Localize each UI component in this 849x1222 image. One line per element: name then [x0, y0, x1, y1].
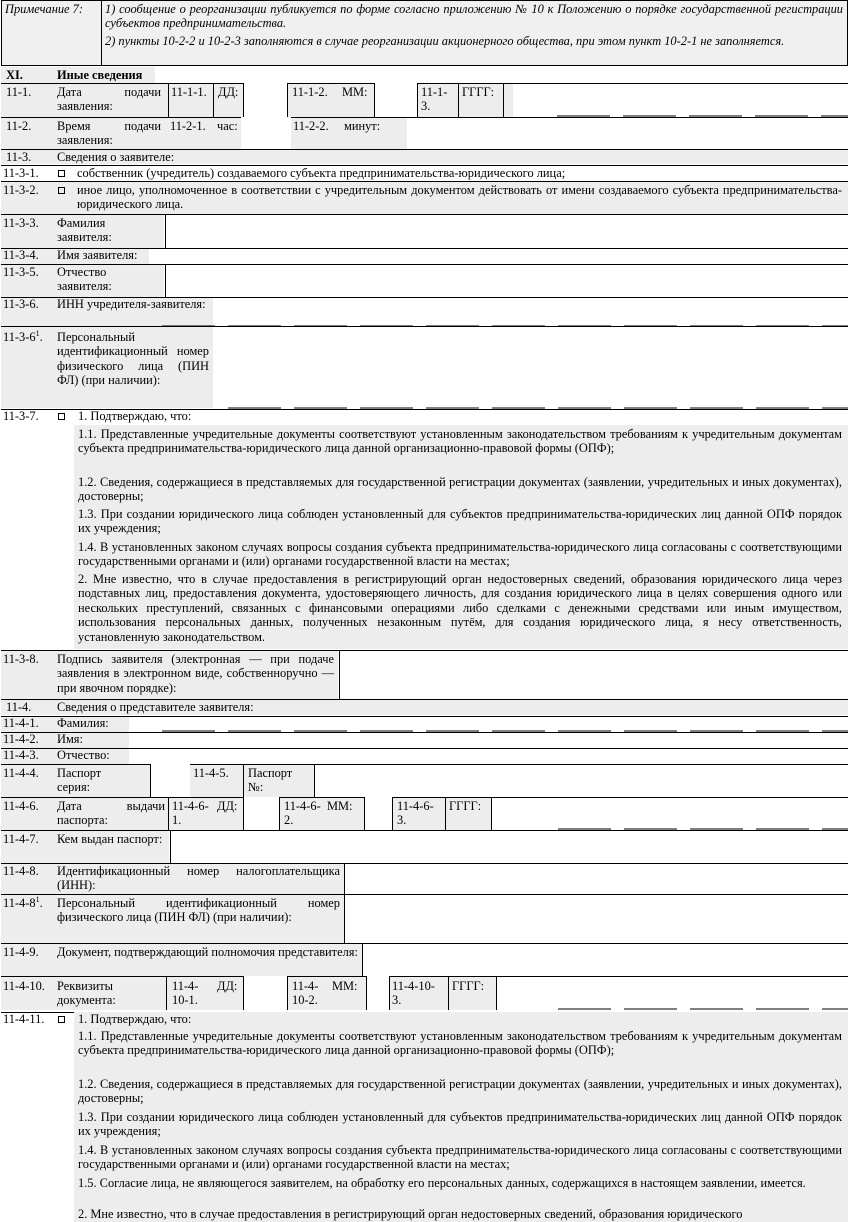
mm-label: ММ:	[342, 85, 368, 99]
row-11-4-9-num: 11-4-9.	[3, 945, 39, 959]
row-11-3-6-num: 11-3-6.	[3, 297, 39, 311]
row-11-4-2-num: 11-4-2.	[3, 732, 39, 746]
row-11-4-11-num: 11-4-11.	[3, 1012, 45, 1026]
confirm-2: 2. Мне известно, что в случае предоставления в регистрирующий орган недостоверных сведений, образования юридического лица через подставных лиц, предоставления документа, удостоверяющего личность, для создания юридического лица в целях совершения одного или нескольких преступлений, связанных с финансовыми операциями либо сделками с денежными средствами или иным имуществом, использования персональных данных, полученных незаконным путём, для создания юридического лица, я несу ответственность, установленную законодательством.	[78, 572, 842, 644]
row-11-3-6-label: ИНН учредителя-заявителя:	[57, 297, 206, 311]
row-11-4-4-num: 11-4-4.	[3, 766, 39, 780]
row-11-3-3-num: 11-3-3.	[3, 216, 39, 230]
row-11-3-6-1-label: Персональный идентификационный номер физического лица (ПИН ФЛ) (при наличии):	[57, 330, 209, 388]
row-11-4-10-num: 11-4-10.	[3, 979, 45, 993]
row-11-4-10-label: Реквизиты документа:	[57, 979, 116, 1008]
row-11-3-2-text: иное лицо, уполномоченное в соответствии с учредительным документом действовать от имени создаваемого субъекта предпринимательства-юридического лица.	[77, 183, 842, 212]
row-11-3-6-1-num: $11-3-6^1$.	[3, 328, 43, 344]
row-11-3-8-label: Подпись заявителя (электронная — при подаче заявления в электронном виде, собственноручно — при явочном порядке):	[57, 652, 334, 695]
row-11-4-3-num: 11-4-3.	[3, 748, 39, 762]
row-11-4-5-num: 11-4-5.	[193, 766, 229, 780]
row-11-4-7-label: Кем выдан паспорт:	[57, 832, 163, 846]
field-11-4-10-3: 11-4-10-3.	[392, 979, 435, 1008]
confirm2-1-2: 1.2. Сведения, содержащиеся в представляемых для государственной регистрации документах (заявлении, учредительных и иных документах), достоверны;	[78, 1077, 842, 1106]
row-11-4-8-1-label: Персональный идентификационный номер физического лица (ПИН ФЛ) (при наличии):	[57, 896, 340, 925]
field-11-1-1[interactable]: 11-1-1.	[168, 83, 214, 117]
confirm-1-2: 1.2. Сведения, содержащиеся в представляемых для государственной регистрации документах (заявлении, учредительных и иных документах), достоверны;	[78, 475, 842, 504]
field-11-4-10-1: 11-4-10-1.	[172, 979, 199, 1008]
row-11-4-3-label: Отчество:	[57, 748, 110, 762]
field-11-2-2: 11-2-2.	[293, 119, 329, 133]
row-11-3-2-num: 11-3-2.	[3, 183, 39, 197]
confirm2-2: 2. Мне известно, что в случае предоставления в регистрирующий орган недостоверных сведений, образования юридического	[78, 1207, 743, 1221]
row-11-3-1-num: 11-3-1.	[3, 166, 39, 180]
field-11-4-10-2: 11-4-10-2.	[292, 979, 319, 1008]
confirm-1-3: 1.3. При создании юридического лица соблюден установленный для субъектов предпринимательства-юридических лиц данной ОПФ порядок их учреждения;	[78, 507, 842, 536]
row-11-4-label: Сведения о представителе заявителя:	[57, 700, 254, 714]
row-11-3-7-num: 11-3-7.	[3, 409, 39, 423]
yyyy-label-3: ГГГГ:	[452, 979, 485, 993]
row-11-4-6-label: Дата выдачи паспорта:	[57, 799, 165, 828]
min-label: минут:	[344, 119, 381, 133]
confirm2-1-1: 1.1. Представленные учредительные документы соответствуют установленным законодательством требованиям к учредительным документам субъекта предпринимательства-юридического лица данной организационно-правовой формы (ОПФ);	[78, 1029, 842, 1058]
row-11-3-label: Сведения о заявителе:	[57, 150, 175, 164]
row-11-3-3-label: Фамилия заявителя:	[57, 216, 112, 245]
dd-label: ДД:	[218, 85, 239, 99]
confirm2-1-5: 1.5. Согласие лица, не являющегося заявителем, на обработку его персональных данных, содержащихся в настоящем заявлении, имеется.	[78, 1176, 806, 1190]
field-11-4-6-3: 11-4-6-3.	[397, 799, 434, 828]
row-11-4-5-label: Паспорт №:	[248, 766, 293, 795]
row-11-3-5-num: 11-3-5.	[3, 265, 39, 279]
row-11-3-8-num: 11-3-8.	[3, 652, 39, 666]
row-11-3-5-label: Отчество заявителя:	[57, 265, 112, 294]
confirm-intro: 1. Подтверждаю, что:	[78, 409, 192, 423]
row-11-3-4-label: Имя заявителя:	[57, 248, 138, 262]
row-11-4-8-1-num: $11-4-8^1$.	[3, 894, 43, 910]
field-11-2-1: 11-2-1.	[170, 119, 206, 133]
note-line-1: 1) сообщение о реорганизации публикуется по форме согласно приложению № 10 к Положению о порядке государственной регистрации субъектов предпринимательства.	[105, 2, 843, 31]
row-11-2-num: 11-2.	[6, 119, 32, 133]
confirm2-1-4: 1.4. В установленных законом случаях вопросы создания субъекта предпринимательства-юридического лица согласованы с соответствующими государственными органами и (или) органами государственной власти на местах;	[78, 1143, 842, 1172]
confirm2-intro: 1. Подтверждаю, что:	[78, 1012, 192, 1026]
field-11-4-6-2: 11-4-6-2.	[284, 799, 321, 828]
field-11-4-6-1: 11-4-6-1.	[172, 799, 209, 828]
row-11-4-6-num: 11-4-6.	[3, 799, 39, 813]
row-11-1-num: 11-1.	[6, 85, 32, 99]
row-11-4-num: 11-4.	[6, 700, 32, 714]
section-title: Иные сведения	[57, 68, 143, 82]
mm-label-2: ММ:	[327, 799, 353, 813]
row-11-1-label: Дата подачи заявления:	[57, 85, 161, 114]
row-11-3-num: 11-3.	[6, 150, 32, 164]
confirm-1-1: 1.1. Представленные учредительные документы соответствуют установленным законодательством требованиям к учредительным документам субъекта предпринимательства-юридического лица данной организационно-правовой формы (ОПФ);	[78, 427, 842, 456]
row-11-2-label: Время подачи заявления:	[57, 119, 161, 148]
row-11-4-1-label: Фамилия:	[57, 716, 109, 730]
row-11-4-4-label: Паспорт серия:	[57, 766, 102, 795]
field-11-1-3: 11-1-3.	[421, 85, 448, 114]
mm-label-3: ММ:	[332, 979, 358, 993]
yyyy-label-2: ГГГГ:	[449, 799, 482, 813]
hour-label: час:	[217, 119, 238, 133]
row-11-4-8-label: Идентификационный номер налогоплательщика (ИНН):	[57, 864, 340, 893]
note-line-2: 2) пункты 10-2-2 и 10-2-3 заполняются в случае реорганизации акционерного общества, при этом пункт 10-2-1 не заполняется.	[105, 34, 785, 48]
row-11-4-2-label: Имя:	[57, 732, 83, 746]
row-11-4-1-num: 11-4-1.	[3, 716, 39, 730]
yyyy-label: ГГГГ:	[462, 85, 495, 99]
section-number: XI.	[6, 68, 23, 82]
dd-label-3: ДД:	[217, 979, 238, 993]
row-11-4-7-num: 11-4-7.	[3, 832, 39, 846]
row-11-3-1-text: собственник (учредитель) создаваемого субъекта предпринимательства-юридического лица;	[77, 166, 566, 180]
row-11-3-4-num: 11-3-4.	[3, 248, 39, 262]
row-11-4-8-num: 11-4-8.	[3, 864, 39, 878]
field-11-1-2: 11-1-2.	[292, 85, 328, 99]
confirm2-1-3: 1.3. При создании юридического лица соблюден установленный для субъектов предпринимательства-юридических лиц данной ОПФ порядок их учреждения;	[78, 1110, 842, 1139]
row-11-4-9-label: Документ, подтверждающий полномочия представителя:	[57, 945, 358, 959]
note-label: Примечание 7:	[5, 2, 83, 16]
confirm-1-4: 1.4. В установленных законом случаях вопросы создания субъекта предпринимательства-юридического лица согласованы с соответствующими государственными органами и (или) органами государственной власти на местах;	[78, 540, 842, 569]
dd-label-2: ДД:	[217, 799, 238, 813]
